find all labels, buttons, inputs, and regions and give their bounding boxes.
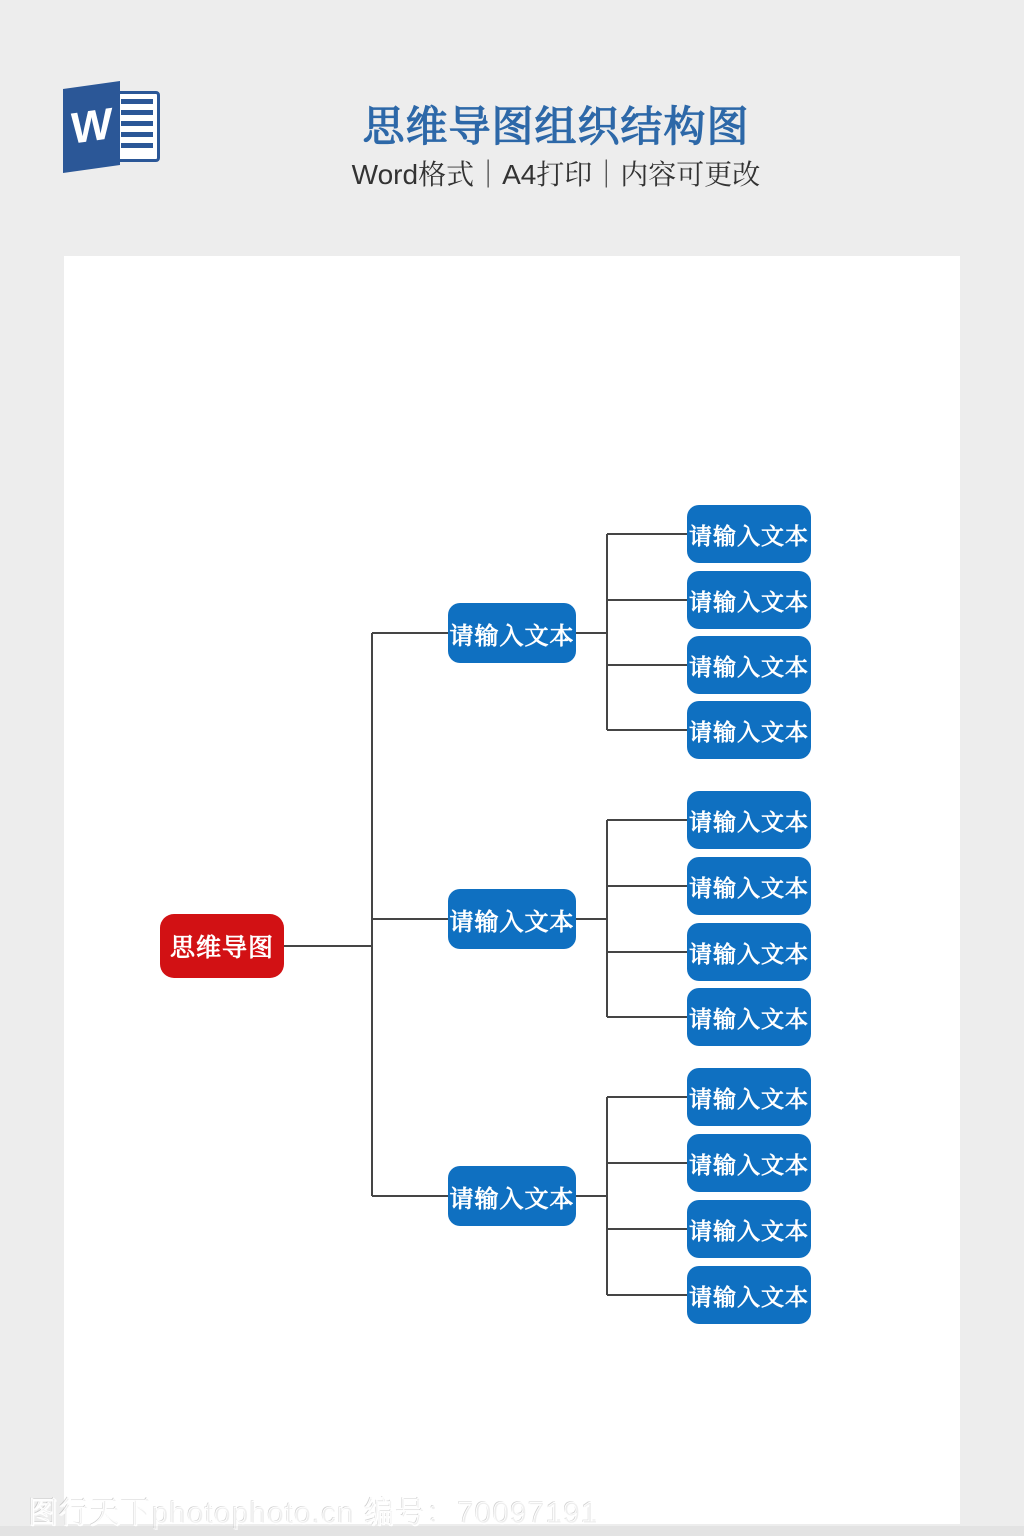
leaf-node-3-2: 请输入文本 <box>687 1134 811 1192</box>
word-document-lines <box>121 99 153 154</box>
bottom-strip <box>0 1526 1024 1536</box>
leaf-node-1-1: 请输入文本 <box>687 505 811 563</box>
branch-node-2: 请输入文本 <box>448 889 576 949</box>
leaf-node-1-2: 请输入文本 <box>687 571 811 629</box>
leaf-node-1-4: 请输入文本 <box>687 701 811 759</box>
page-subtitle: Word格式｜A4打印｜内容可更改 <box>351 159 761 190</box>
leaf-node-2-2: 请输入文本 <box>687 857 811 915</box>
root-node: 思维导图 <box>160 914 284 978</box>
document-canvas <box>64 256 960 1524</box>
leaf-node-3-1: 请输入文本 <box>687 1068 811 1126</box>
word-letter: W <box>70 99 113 154</box>
watermark-text: 图行天下photophoto.cn 编号：70097191 <box>28 1497 599 1530</box>
page-title: 思维导图组织结构图 <box>362 103 750 150</box>
leaf-node-1-3: 请输入文本 <box>687 636 811 694</box>
leaf-node-3-3: 请输入文本 <box>687 1200 811 1258</box>
leaf-node-2-4: 请输入文本 <box>687 988 811 1046</box>
word-w-panel <box>63 81 120 173</box>
word-logo-icon <box>63 83 160 171</box>
leaf-node-2-3: 请输入文本 <box>687 923 811 981</box>
leaf-node-2-1: 请输入文本 <box>687 791 811 849</box>
branch-node-3: 请输入文本 <box>448 1166 576 1226</box>
leaf-node-3-4: 请输入文本 <box>687 1266 811 1324</box>
branch-node-1: 请输入文本 <box>448 603 576 663</box>
